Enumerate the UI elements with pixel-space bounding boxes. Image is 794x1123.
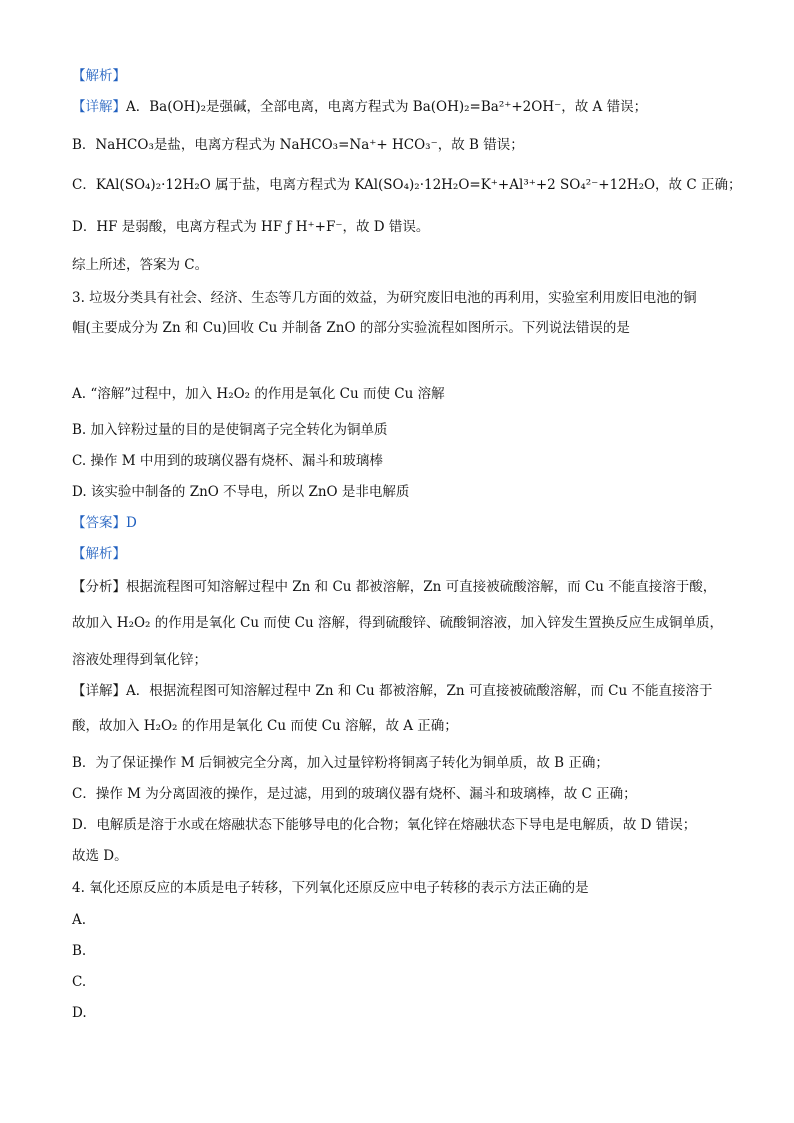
q3-detail-d: D．电解质是溶于水或在熔融状态下能够导电的化合物；氧化锌在熔融状态下导电是电解质，故 D 错误；: [72, 817, 697, 833]
q4-option-a: A.: [72, 912, 87, 928]
q3-choose: 故选 D。: [72, 848, 128, 864]
q3-option-a: A. “溶解”过程中，加入 H₂O₂ 的作用是氧化 Cu 而使 Cu 溶解: [72, 386, 445, 402]
detail-a: [72, 97, 734, 117]
q3-answer: 【答案】D: [72, 515, 137, 531]
detail-c: C．KAl(SO₄)₂·12H₂O 属于盐，电离方程式为 KAl(SO₄)₂·12H₂O=K⁺+Al³⁺+2 SO₄²⁻+12H₂O，故 C 正确；: [72, 177, 742, 193]
q4-option-c: C.: [72, 974, 87, 990]
detail-d: D．HF 是弱酸，电离方程式为 HF ƒ H⁺+F⁻，故 D 错误。: [72, 219, 430, 235]
q3-option-d: D. 该实验中制备的 ZnO 不导电，所以 ZnO 是非电解质: [72, 484, 410, 500]
q3-analysis-heading: 【解析】: [72, 546, 126, 562]
detail-b: B．NaHCO₃是盐，电离方程式为 NaHCO₃=Na⁺+ HCO₃⁻，故 B 错误；: [72, 137, 524, 153]
q4-option-d: D.: [72, 1005, 87, 1021]
detail-tag: 【详解】: [72, 99, 126, 115]
q3-option-b: B. 加入锌粉过量的目的是使铜离子完全转化为铜单质: [72, 422, 388, 438]
summary: 综上所述，答案为 C。: [72, 257, 209, 273]
detail-a-text: A．Ba(OH)₂是强碱，全部电离，电离方程式为 Ba(OH)₂=Ba²⁺+2OH⁻，故 A 错误；: [126, 99, 648, 115]
q3-detail-b: B．为了保证操作 M 后铜被完全分离，加入过量锌粉将铜离子转化为铜单质，故 B 正确；: [72, 755, 609, 771]
q4-option-b: B.: [72, 943, 87, 959]
q3-fenxi-line2: 故加入 H₂O₂ 的作用是氧化 Cu 而使 Cu 溶解，得到硫酸锌、硫酸铜溶液，加入锌发生置换反应生成铜单质，: [72, 615, 723, 631]
q3-stem-line1: 3. 垃圾分类具有社会、经济、生态等几方面的效益，为研究废旧电池的再利用，实验室利用废旧电池的铜: [72, 290, 697, 306]
q3-detail-c: C．操作 M 为分离固液的操作，是过滤，用到的玻璃仪器有烧杯、漏斗和玻璃棒，故 C 正确；: [72, 786, 637, 802]
analysis-heading: 【解析】: [72, 68, 126, 84]
q3-option-c: C. 操作 M 中用到的玻璃仪器有烧杯、漏斗和玻璃棒: [72, 453, 383, 469]
q4-stem: 4. 氧化还原反应的本质是电子转移，下列氧化还原反应中电子转移的表示方法正确的是: [72, 880, 589, 896]
q3-stem-line2: 帽(主要成分为 Zn 和 Cu)回收 Cu 并制备 ZnO 的部分实验流程如图所示。下列说法错误的是: [72, 320, 630, 336]
q3-detail-line1: 【详解】A．根据流程图可知溶解过程中 Zn 和 Cu 都被溶解，Zn 可直接被硫酸溶解，而 Cu 不能直接溶于: [72, 683, 713, 699]
q3-fenxi-line1: 【分析】根据流程图可知溶解过程中 Zn 和 Cu 都被溶解，Zn 可直接被硫酸溶解，而 Cu 不能直接溶于酸，: [72, 579, 717, 595]
q3-detail-line2: 酸，故加入 H₂O₂ 的作用是氧化 Cu 而使 Cu 溶解，故 A 正确；: [72, 718, 458, 734]
q3-fenxi-line3: 溶液处理得到氧化锌；: [72, 652, 207, 668]
